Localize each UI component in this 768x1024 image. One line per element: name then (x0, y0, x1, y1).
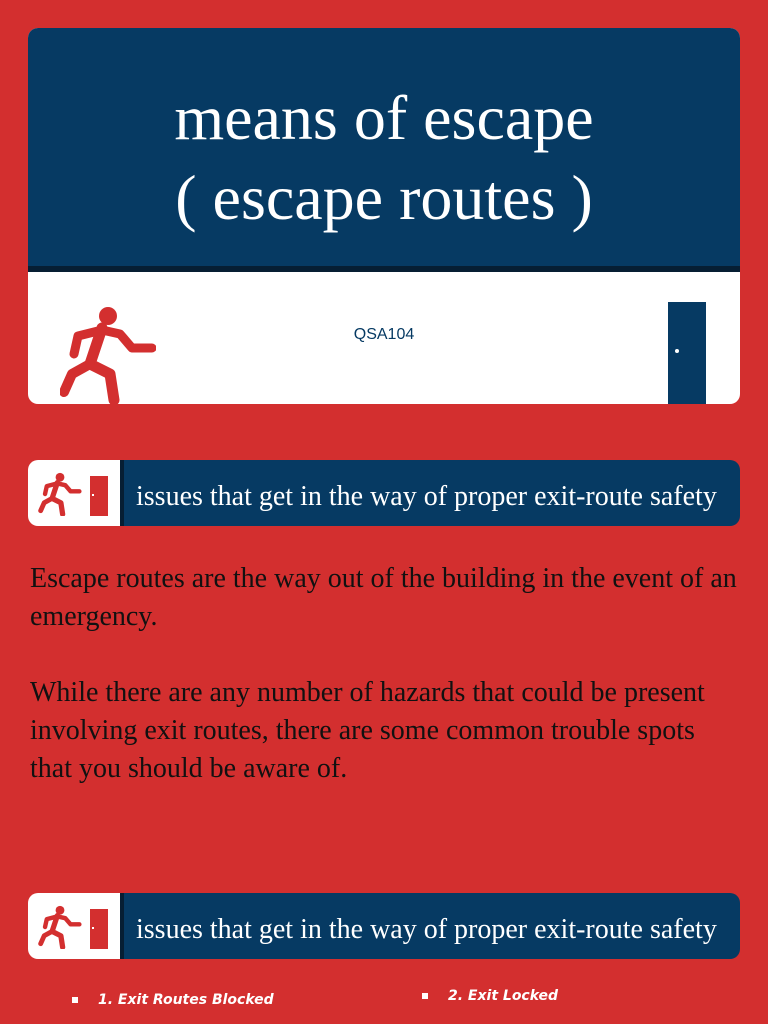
bullet-square (422, 993, 428, 999)
course-code: QSA104 (353, 326, 415, 343)
exit-door-icon (90, 909, 108, 949)
bullet-label: 2. Exit Locked (448, 988, 559, 1004)
list-item (72, 992, 274, 1008)
exit-door-icon (90, 476, 108, 516)
door-knob (92, 494, 94, 496)
section-header-text: issues that get in the way of proper exit-route safety (136, 914, 717, 945)
running-person-icon (60, 304, 156, 404)
body-paragraph-1: Escape routes are the way out of the building in the event of an emergency. (30, 563, 737, 632)
title-line-2: ( escape routes ) (175, 162, 593, 233)
page-title (28, 78, 740, 238)
running-person-icon (38, 905, 82, 949)
exit-door-icon (668, 302, 706, 404)
bullet-square (72, 997, 78, 1003)
list-item (422, 988, 558, 1004)
section-icon-box (28, 460, 122, 526)
icon-separator (120, 893, 124, 959)
running-person-icon (38, 472, 82, 516)
door-knob (92, 927, 94, 929)
bullet-label: 1. Exit Routes Blocked (98, 992, 274, 1008)
section-header-1 (28, 460, 740, 526)
icon-separator (120, 460, 124, 526)
title-card (28, 28, 740, 404)
body-paragraph-2: While there are any number of hazards that could be present involving exit routes, there are some common trouble spots that you should be aware of. (30, 677, 705, 784)
title-line-1: means of escape (174, 82, 594, 153)
body-text (30, 560, 740, 788)
section-header-2 (28, 893, 740, 959)
section-icon-box (28, 893, 122, 959)
section-header-text: issues that get in the way of proper exit-route safety (136, 481, 717, 512)
title-banner (28, 28, 740, 272)
door-knob (675, 349, 679, 353)
